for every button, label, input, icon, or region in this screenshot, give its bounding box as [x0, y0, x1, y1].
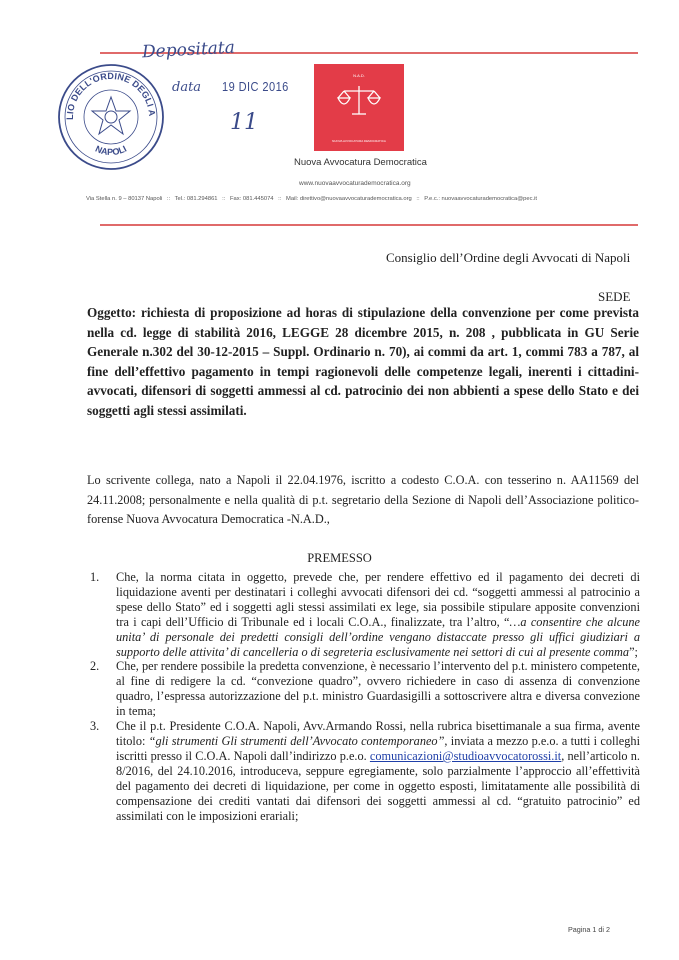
contact-email-link[interactable]: Mail: direttivo@nuovaavvocaturademocratica.org: [286, 196, 412, 202]
item-text: Che, la norma citata in oggetto, prevede che, per rendere effettivo ed il pagamento dei decreti di liquidazione aventi per destinatari i colleghi avvocati difensori dei cd. “soggetti ammessi al patrocinio a spese dello Stato” ed i soggetti agli stessi assimilati ex lege, sia possibile stipulare apposite convenzioni tra i capi dell’Ufficio di Tribunale ed i locali C.O.A., finalizzate, tra l’altro, “: [116, 570, 640, 629]
list-item: [88, 719, 640, 823]
email-link[interactable]: comunicazioni@studioavvocatorossi.it: [369, 748, 562, 763]
list-item-number: 1.: [90, 570, 100, 584]
contact-separator: ::: [278, 196, 282, 202]
item-text-end: , nell’articolo n. 8/2016, del 24.10.2016, introduceva, seppure egregiamente, solo parzialmente l’approccio all’effettività del pagamento dei decreti di liquidazione, per come in oggetto esposti, limitatamente alle possibilità di compensazione dei crediti vantati dai difensori dei soggetti ammessi al cd. “gratuito patrocinio” ed assimilati con le imposizioni erariali;: [116, 748, 640, 823]
nad-logo: N.A.D. NUOVA AVVOCATURA DEMOCRATICA: [314, 64, 404, 151]
contact-phone: Tel.: 081.294861: [174, 196, 218, 202]
contacts-line: [86, 196, 646, 202]
header-bottom-rule: [100, 224, 638, 226]
list-item: [88, 659, 640, 719]
addressee-sede: SEDE: [598, 289, 631, 304]
svg-text:CONSIGLIO DELL'ORDINE DEGLI AV: [56, 62, 157, 120]
item-quote: …a consentire che alcune unita’ di personale dei predetti consigli dell’ordine vengano distaccate presso gli uffici giudiziari a supporto delle attivita’ di cancelleria o di segreteria esclusivamente nei settori di cui al presente comma: [116, 614, 641, 659]
item-text: Che il p.t. Presidente C.O.A. Napoli, Avv.Armando Rossi, nella rubrica bisettimanale a sua firma, avente titolo:: [116, 719, 640, 748]
item-text-middle: , inviata a mezzo p.e.o. a tutti i colleghi iscritti presso il C.O.A. Napoli dall’indirizzo p.e.o.: [116, 733, 640, 763]
contact-pec-link[interactable]: P.e.c.: nuovaavvocaturademocratica@pec.it: [424, 196, 538, 202]
addressee-name: Consiglio dell’Ordine degli Avvocati di Napoli: [386, 250, 631, 265]
seal-text-bottom: NAPOLI: [93, 143, 129, 158]
contact-fax: Fax: 081.445074: [230, 196, 274, 202]
deposit-date-prefix: data: [172, 80, 202, 95]
list-item: [88, 570, 640, 659]
coa-seal-stamp: [56, 62, 166, 172]
list-item-number: 3.: [90, 719, 100, 734]
contact-separator: ::: [166, 196, 171, 202]
page-number: Pagina 1 di 2: [568, 925, 610, 934]
item-text: Che, per rendere possibile la predetta convenzione, è necessario l’intervento del p.t. ministero competente, al fine di redigere la cd. “convezione quadro”, ovvero richiedere in caso di assenza di convenzione quadro, l’espressa autorizzazione del p.t. ministro Guardasigilli a sottoscrivere altra e diversa convezione in tema;: [116, 659, 640, 719]
deposit-handwritten-note: Depositata: [141, 37, 236, 63]
premises-list: [88, 570, 640, 823]
contact-separator: ::: [222, 196, 226, 202]
scales-of-justice-icon: [314, 64, 404, 151]
contact-address: Via Stella n. 9 – 80137 Napoli: [86, 196, 163, 202]
intro-paragraph: Lo scrivente collega, nato a Napoli il 22.04.1976, iscritto a codesto C.O.A. con tesserino n. AA11569 del 24.11.2008; personalmente e nella qualità di p.t. segretario della Sezione di Napoli dell’Associazione politico-forense Nuova Avvocatura Democratica -N.A.D.,: [87, 473, 639, 527]
svg-text:NAPOLI: [94, 144, 128, 158]
org-website-link[interactable]: www.nuovaavvocaturademocratica.org: [299, 180, 411, 187]
seal-text-top: LIO DELL'ORDINE DEGLI A: [64, 70, 158, 120]
deposit-date-stamp: 19 DIC 2016: [222, 79, 289, 94]
republic-emblem-icon: [92, 97, 130, 134]
org-name: Nuova Avvocatura Democratica: [294, 157, 427, 168]
contact-separator: ::: [416, 196, 420, 202]
premesso-heading: PREMESSO: [307, 551, 372, 565]
deposit-number: 11: [230, 110, 258, 135]
item-text-end: ”;: [629, 644, 638, 659]
item-quote: “gli strumenti Gli strumenti dell’Avvocato contemporaneo”: [148, 733, 445, 748]
list-item-number: 2.: [90, 659, 100, 674]
subject-paragraph: Oggetto: richiesta di proposizione ad horas di stipulazione della convenzione per come prevista nella cd. legge di stabilità 2016, LEGGE 28 dicembre 2015, n. 208 , pubblicata in GU Serie Generale n.302 del 30-12-2015 – Suppl. Ordinario n. 70), ai commi da art. 1, commi 783 a 787, al fine dell’effettivo pagamento in tempi ragionevoli delle competenze legali, inerenti i cittadini-avvocati, difensori di soggetti ammessi al cd. patrocinio dei non abbienti a spese dello Stato e dei soggetti agli stessi assimilati.: [87, 305, 639, 418]
